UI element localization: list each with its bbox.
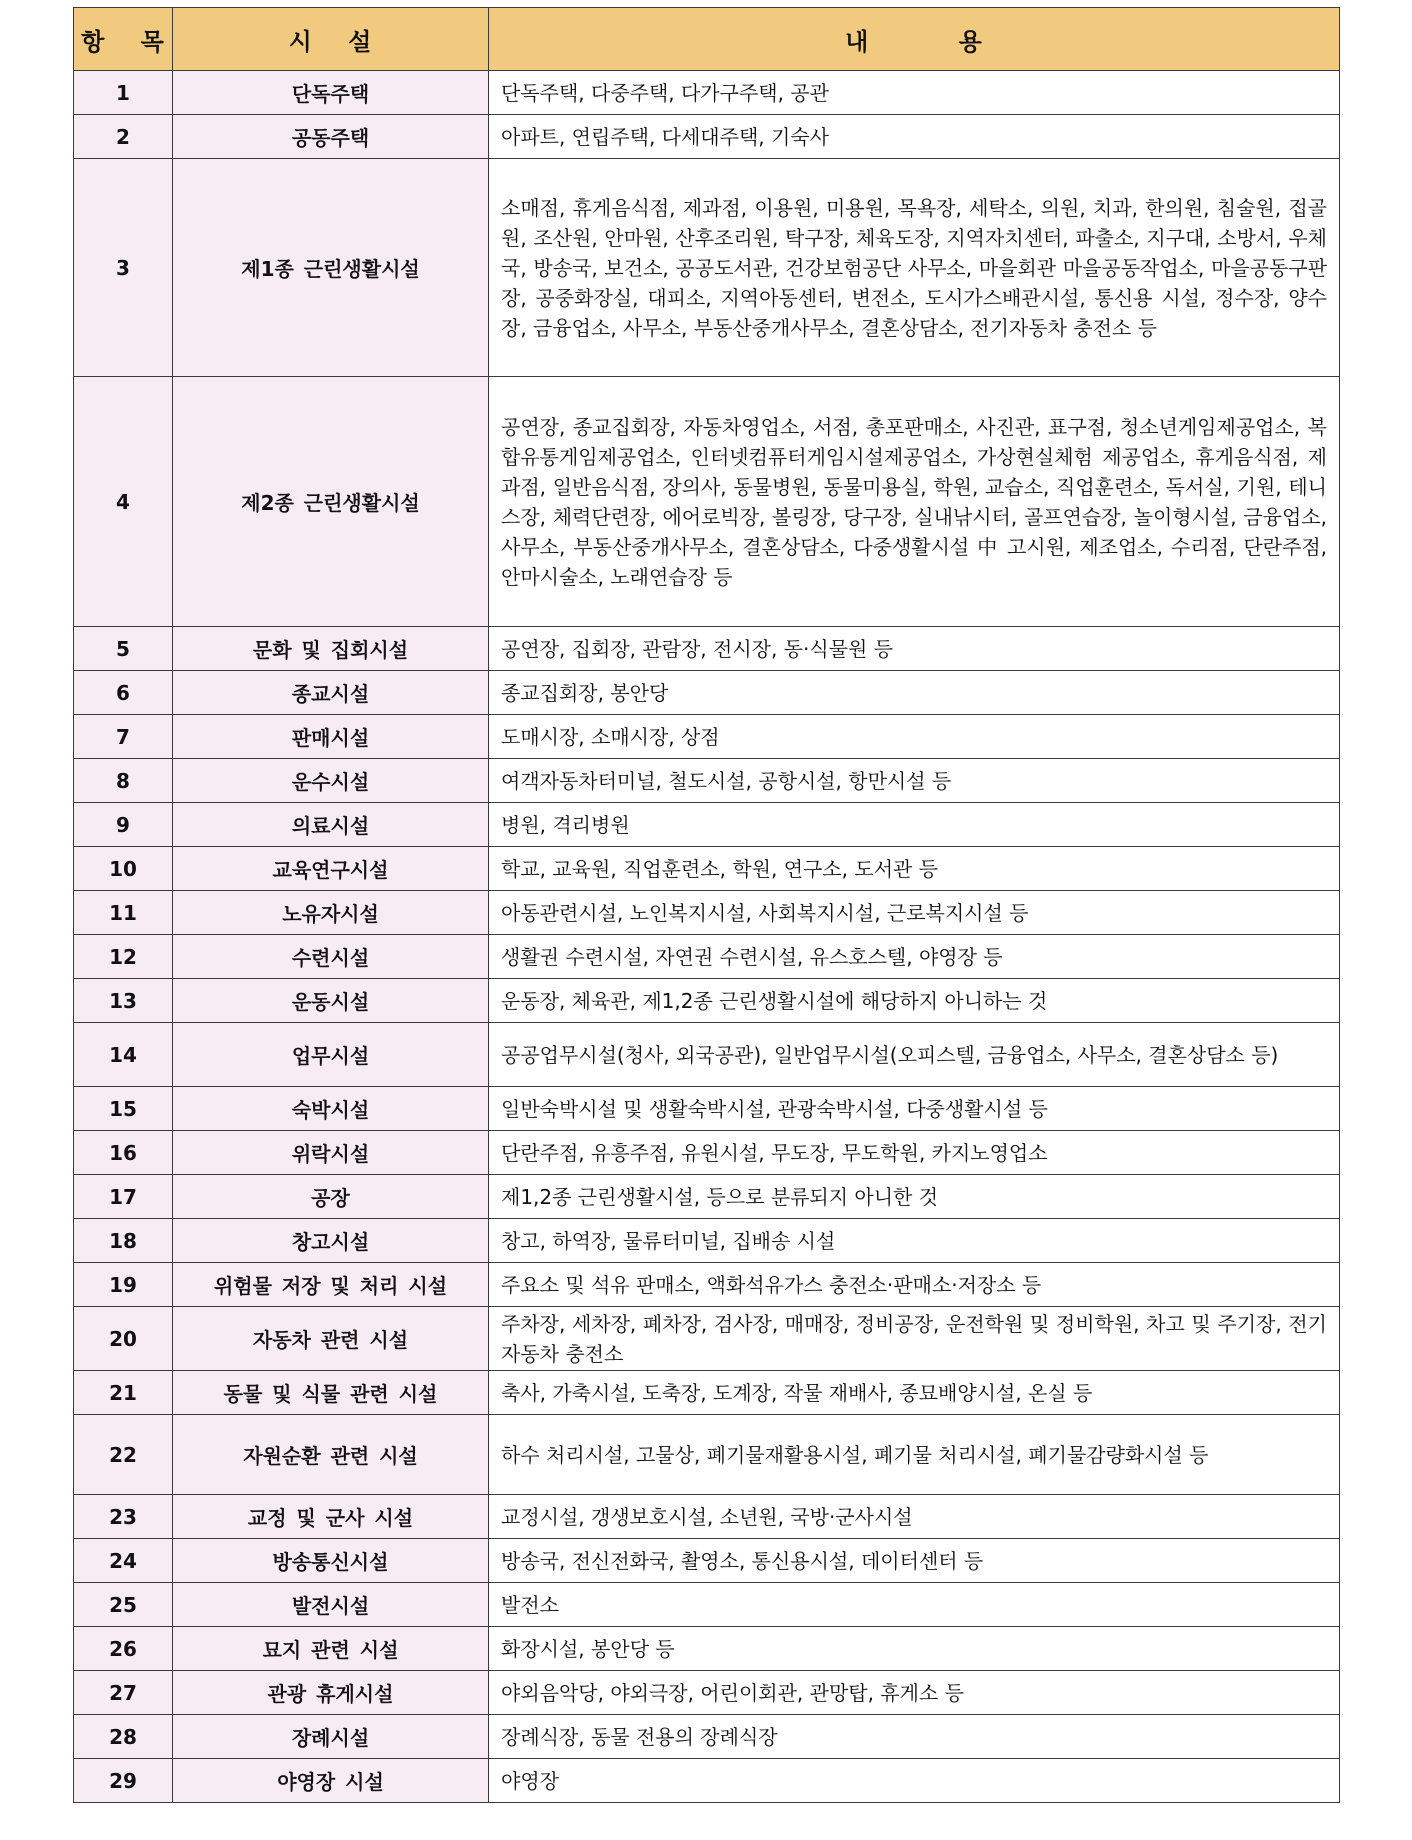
table-row xyxy=(74,1759,1340,1803)
table-row xyxy=(74,1671,1340,1715)
row-number: 15 xyxy=(74,1087,173,1131)
row-facility-name: 교정 및 군사 시설 xyxy=(173,1495,489,1539)
row-content: 단독주택, 다중주택, 다가구주택, 공관 xyxy=(489,71,1340,115)
row-content: 제1,2종 근린생활시설, 등으로 분류되지 아니한 것 xyxy=(489,1175,1340,1219)
row-content: 운동장, 체육관, 제1,2종 근린생활시설에 해당하지 아니하는 것 xyxy=(489,979,1340,1023)
row-facility-name: 운수시설 xyxy=(173,759,489,803)
table-body xyxy=(74,71,1340,1803)
table-row xyxy=(74,1307,1340,1371)
table-row xyxy=(74,1263,1340,1307)
row-content: 여객자동차터미널, 철도시설, 공항시설, 항만시설 등 xyxy=(489,759,1340,803)
row-number: 2 xyxy=(74,115,173,159)
row-facility-name: 제2종 근린생활시설 xyxy=(173,377,489,627)
table-row xyxy=(74,847,1340,891)
row-facility-name: 자동차 관련 시설 xyxy=(173,1307,489,1371)
row-facility-name: 동물 및 식물 관련 시설 xyxy=(173,1371,489,1415)
table-row xyxy=(74,159,1340,377)
row-facility-name: 묘지 관련 시설 xyxy=(173,1627,489,1671)
row-facility-name: 교육연구시설 xyxy=(173,847,489,891)
row-facility-name: 수련시설 xyxy=(173,935,489,979)
row-content: 도매시장, 소매시장, 상점 xyxy=(489,715,1340,759)
table-row xyxy=(74,1715,1340,1759)
row-content: 소매점, 휴게음식점, 제과점, 이용원, 미용원, 목욕장, 세탁소, 의원, 치과, 한의원, 침술원, 접골원, 조산원, 안마원, 산후조리원, 탁구장, 체육도장, 지역자치센터, 파출소, 지구대, 소방서, 우체국, 방송국, 보건소, 공공도서관, 건강보험공단 사무소, 마을회관 마을공동작업소, 마을공동구판장, 공중화장실, 대피소, 지역아동센터, 변전소, 도시가스배관시설, 통신용 시설, 정수장, 양수장, 금융업소, 사무소, 부동산중개사무소, 결혼상담소, 전기자동차 충전소 등 xyxy=(489,159,1340,377)
row-number: 27 xyxy=(74,1671,173,1715)
row-facility-name: 문화 및 집회시설 xyxy=(173,627,489,671)
table-row xyxy=(74,803,1340,847)
row-number: 26 xyxy=(74,1627,173,1671)
row-content: 창고, 하역장, 물류터미널, 집배송 시설 xyxy=(489,1219,1340,1263)
row-content: 일반숙박시설 및 생활숙박시설, 관광숙박시설, 다중생활시설 등 xyxy=(489,1087,1340,1131)
row-number: 22 xyxy=(74,1415,173,1495)
row-number: 19 xyxy=(74,1263,173,1307)
table-row xyxy=(74,1627,1340,1671)
row-content: 발전소 xyxy=(489,1583,1340,1627)
row-content: 공연장, 집회장, 관람장, 전시장, 동·식물원 등 xyxy=(489,627,1340,671)
row-number: 8 xyxy=(74,759,173,803)
table-row xyxy=(74,979,1340,1023)
row-facility-name: 위험물 저장 및 처리 시설 xyxy=(173,1263,489,1307)
table-row xyxy=(74,1131,1340,1175)
table-header-row xyxy=(74,8,1340,71)
row-facility-name: 자원순환 관련 시설 xyxy=(173,1415,489,1495)
row-number: 1 xyxy=(74,71,173,115)
row-facility-name: 창고시설 xyxy=(173,1219,489,1263)
table-row xyxy=(74,759,1340,803)
row-facility-name: 단독주택 xyxy=(173,71,489,115)
table-row xyxy=(74,1371,1340,1415)
row-number: 20 xyxy=(74,1307,173,1371)
header-item-number: 항 목 xyxy=(74,8,173,71)
row-facility-name: 발전시설 xyxy=(173,1583,489,1627)
row-facility-name: 운동시설 xyxy=(173,979,489,1023)
row-facility-name: 방송통신시설 xyxy=(173,1539,489,1583)
row-facility-name: 장례시설 xyxy=(173,1715,489,1759)
row-number: 13 xyxy=(74,979,173,1023)
row-number: 25 xyxy=(74,1583,173,1627)
row-content: 교정시설, 갱생보호시설, 소년원, 국방·군사시설 xyxy=(489,1495,1340,1539)
row-number: 23 xyxy=(74,1495,173,1539)
table-row xyxy=(74,71,1340,115)
table-row xyxy=(74,1175,1340,1219)
table-row xyxy=(74,377,1340,627)
row-number: 12 xyxy=(74,935,173,979)
row-facility-name: 업무시설 xyxy=(173,1023,489,1087)
row-content: 하수 처리시설, 고물상, 폐기물재활용시설, 폐기물 처리시설, 폐기물감량화시설 등 xyxy=(489,1415,1340,1495)
row-number: 18 xyxy=(74,1219,173,1263)
table-row xyxy=(74,715,1340,759)
row-number: 16 xyxy=(74,1131,173,1175)
row-content: 학교, 교육원, 직업훈련소, 학원, 연구소, 도서관 등 xyxy=(489,847,1340,891)
row-facility-name: 판매시설 xyxy=(173,715,489,759)
row-facility-name: 관광 휴게시설 xyxy=(173,1671,489,1715)
row-number: 5 xyxy=(74,627,173,671)
row-content: 생활권 수련시설, 자연권 수련시설, 유스호스텔, 야영장 등 xyxy=(489,935,1340,979)
row-number: 29 xyxy=(74,1759,173,1803)
table-row xyxy=(74,1583,1340,1627)
row-number: 17 xyxy=(74,1175,173,1219)
row-number: 7 xyxy=(74,715,173,759)
row-content: 야영장 xyxy=(489,1759,1340,1803)
row-number: 9 xyxy=(74,803,173,847)
row-content: 공연장, 종교집회장, 자동차영업소, 서점, 총포판매소, 사진관, 표구점, 청소년게임제공업소, 복합유통게임제공업소, 인터넷컴퓨터게임시설제공업소, 가상현실체험 제공업소, 휴게음식점, 제과점, 일반음식점, 장의사, 동물병원, 동물미용실, 학원, 교습소, 직업훈련소, 독서실, 기원, 테니스장, 체력단련장, 에어로빅장, 볼링장, 당구장, 실내낚시터, 골프연습장, 놀이형시설, 금융업소, 사무소, 부동산중개사무소, 결혼상담소, 다중생활시설 中 고시원, 제조업소, 수리점, 단란주점, 안마시술소, 노래연습장 등 xyxy=(489,377,1340,627)
row-content: 아파트, 연립주택, 다세대주택, 기숙사 xyxy=(489,115,1340,159)
row-number: 10 xyxy=(74,847,173,891)
row-facility-name: 공장 xyxy=(173,1175,489,1219)
table-row xyxy=(74,1219,1340,1263)
row-number: 11 xyxy=(74,891,173,935)
facility-classification-table xyxy=(73,7,1340,1803)
header-facility: 시 설 xyxy=(173,8,489,71)
table-row xyxy=(74,935,1340,979)
row-content: 장례식장, 동물 전용의 장례식장 xyxy=(489,1715,1340,1759)
row-content: 화장시설, 봉안당 등 xyxy=(489,1627,1340,1671)
row-content: 종교집회장, 봉안당 xyxy=(489,671,1340,715)
table-row xyxy=(74,1415,1340,1495)
table-row xyxy=(74,891,1340,935)
row-number: 21 xyxy=(74,1371,173,1415)
row-facility-name: 공동주택 xyxy=(173,115,489,159)
table-row xyxy=(74,115,1340,159)
table-row xyxy=(74,671,1340,715)
row-content: 단란주점, 유흥주점, 유원시설, 무도장, 무도학원, 카지노영업소 xyxy=(489,1131,1340,1175)
row-number: 3 xyxy=(74,159,173,377)
table-row xyxy=(74,1087,1340,1131)
table-row xyxy=(74,1495,1340,1539)
row-content: 방송국, 전신전화국, 촬영소, 통신용시설, 데이터센터 등 xyxy=(489,1539,1340,1583)
row-facility-name: 제1종 근린생활시설 xyxy=(173,159,489,377)
row-facility-name: 노유자시설 xyxy=(173,891,489,935)
row-content: 주요소 및 석유 판매소, 액화석유가스 충전소·판매소·저장소 등 xyxy=(489,1263,1340,1307)
row-facility-name: 야영장 시설 xyxy=(173,1759,489,1803)
row-facility-name: 종교시설 xyxy=(173,671,489,715)
row-facility-name: 숙박시설 xyxy=(173,1087,489,1131)
header-content: 내 용 xyxy=(489,8,1340,71)
row-content: 공공업무시설(청사, 외국공관), 일반업무시설(오피스텔, 금융업소, 사무소, 결혼상담소 등) xyxy=(489,1023,1340,1087)
row-content: 주차장, 세차장, 폐차장, 검사장, 매매장, 정비공장, 운전학원 및 정비학원, 차고 및 주기장, 전기자동차 충전소 xyxy=(489,1307,1340,1371)
table-row xyxy=(74,1539,1340,1583)
row-facility-name: 위락시설 xyxy=(173,1131,489,1175)
row-number: 28 xyxy=(74,1715,173,1759)
row-number: 6 xyxy=(74,671,173,715)
row-facility-name: 의료시설 xyxy=(173,803,489,847)
table-row xyxy=(74,627,1340,671)
table-row xyxy=(74,1023,1340,1087)
row-number: 24 xyxy=(74,1539,173,1583)
row-number: 14 xyxy=(74,1023,173,1087)
row-content: 아동관련시설, 노인복지시설, 사회복지시설, 근로복지시설 등 xyxy=(489,891,1340,935)
row-content: 축사, 가축시설, 도축장, 도계장, 작물 재배사, 종묘배양시설, 온실 등 xyxy=(489,1371,1340,1415)
row-number: 4 xyxy=(74,377,173,627)
row-content: 야외음악당, 야외극장, 어린이회관, 관망탑, 휴게소 등 xyxy=(489,1671,1340,1715)
row-content: 병원, 격리병원 xyxy=(489,803,1340,847)
